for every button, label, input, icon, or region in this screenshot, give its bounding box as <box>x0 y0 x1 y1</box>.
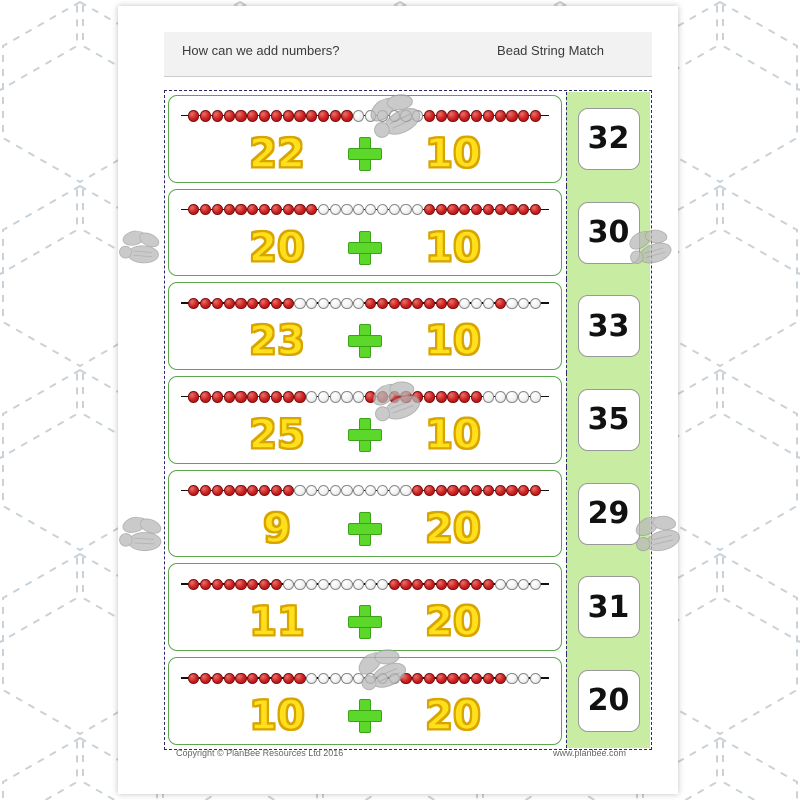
bead-white <box>459 298 470 309</box>
bead-white <box>330 673 341 684</box>
bead-string <box>181 389 549 405</box>
bead-red <box>259 579 270 590</box>
bee-left-upper-icon <box>115 228 169 276</box>
bead-red <box>259 298 270 309</box>
bead-red <box>377 298 388 309</box>
bead-white <box>306 579 317 590</box>
bead-white <box>330 298 341 309</box>
addend-right: 20 <box>425 599 481 646</box>
bead-red <box>330 110 341 121</box>
bead-white <box>341 579 352 590</box>
plus-icon <box>348 605 382 639</box>
plus-icon <box>348 324 382 358</box>
bead-string <box>181 576 549 592</box>
bead-white <box>330 485 341 496</box>
bead-red <box>471 673 482 684</box>
answer-column <box>566 560 650 654</box>
bead-red <box>200 298 211 309</box>
bead-white <box>318 391 329 402</box>
bead-red <box>235 485 246 496</box>
bead-red <box>224 110 235 121</box>
bead-white <box>341 673 352 684</box>
bead-red <box>412 298 423 309</box>
match-row <box>166 186 650 280</box>
bead-white <box>377 579 388 590</box>
answer-card[interactable]: 20 <box>578 670 640 732</box>
bead-white <box>294 485 305 496</box>
bead-red <box>224 485 235 496</box>
bead-red <box>247 110 258 121</box>
header-title: Bead String Match <box>497 43 604 58</box>
bead-red <box>212 673 223 684</box>
bead-white <box>353 110 364 121</box>
bead-red <box>224 204 235 215</box>
answer-card[interactable]: 29 <box>578 483 640 545</box>
bead-group <box>188 485 541 496</box>
bead-red <box>271 673 282 684</box>
bead-red <box>447 485 458 496</box>
answer-column <box>566 279 650 373</box>
bead-red <box>235 579 246 590</box>
bead-red <box>200 204 211 215</box>
bead-red <box>271 391 282 402</box>
bead-red <box>212 391 223 402</box>
bead-red <box>483 673 494 684</box>
bead-red <box>212 579 223 590</box>
bead-red <box>283 673 294 684</box>
equation <box>169 407 561 463</box>
bead-white <box>318 298 329 309</box>
bead-white <box>330 391 341 402</box>
bead-group <box>188 579 541 590</box>
equation <box>169 313 561 369</box>
bead-red <box>247 579 258 590</box>
bead-red <box>400 579 411 590</box>
bead-red <box>506 485 517 496</box>
bead-red <box>400 298 411 309</box>
bead-red <box>224 673 235 684</box>
bead-red <box>471 391 482 402</box>
bead-string <box>181 295 549 311</box>
bead-red <box>506 110 517 121</box>
addend-right: 10 <box>425 131 481 177</box>
bead-red <box>212 485 223 496</box>
bead-red <box>459 391 470 402</box>
bead-white <box>341 485 352 496</box>
bead-red <box>412 485 423 496</box>
answer-column <box>566 92 650 186</box>
bead-group <box>188 298 541 309</box>
bead-white <box>294 298 305 309</box>
bead-red <box>259 204 270 215</box>
bead-red <box>495 298 506 309</box>
bead-red <box>224 298 235 309</box>
page-header <box>164 32 652 77</box>
bead-white <box>389 204 400 215</box>
bead-red <box>471 204 482 215</box>
bead-white <box>530 391 541 402</box>
bead-white <box>353 204 364 215</box>
addend-left: 23 <box>249 318 305 365</box>
bead-white <box>330 204 341 215</box>
bead-white <box>506 579 517 590</box>
bead-red <box>271 485 282 496</box>
bead-red <box>495 110 506 121</box>
bead-red <box>235 673 246 684</box>
bead-red <box>271 579 282 590</box>
bead-red <box>424 204 435 215</box>
bead-red <box>235 298 246 309</box>
sum-card[interactable] <box>168 563 562 651</box>
bead-red <box>294 204 305 215</box>
bead-red <box>471 110 482 121</box>
bead-white <box>353 579 364 590</box>
bead-red <box>188 579 199 590</box>
bead-red <box>271 298 282 309</box>
bead-white <box>377 204 388 215</box>
addend-right: 10 <box>425 224 481 271</box>
bead-red <box>294 110 305 121</box>
bead-white <box>530 673 541 684</box>
bead-red <box>459 204 470 215</box>
bead-red <box>447 391 458 402</box>
bead-white <box>341 298 352 309</box>
bead-red <box>247 485 258 496</box>
addend-left: 11 <box>249 599 305 646</box>
bead-red <box>447 204 458 215</box>
bead-red <box>436 579 447 590</box>
bead-white <box>506 673 517 684</box>
bead-red <box>506 204 517 215</box>
equation <box>169 220 561 276</box>
equation <box>169 594 561 650</box>
bead-white <box>518 298 529 309</box>
bead-white <box>365 204 376 215</box>
bead-red <box>247 673 258 684</box>
bead-red <box>530 110 541 121</box>
bead-string <box>181 483 549 499</box>
bead-red <box>436 298 447 309</box>
bead-red <box>224 391 235 402</box>
bead-white <box>341 204 352 215</box>
bead-red <box>436 204 447 215</box>
bead-red <box>483 579 494 590</box>
bead-red <box>235 204 246 215</box>
bead-red <box>235 391 246 402</box>
bead-red <box>365 298 376 309</box>
addend-right: 20 <box>425 693 481 740</box>
footer-copyright: Copyright © PlanBee Resources Ltd 2016 <box>176 748 344 758</box>
bead-red <box>235 110 246 121</box>
bead-white <box>294 579 305 590</box>
bead-white <box>483 298 494 309</box>
bead-red <box>471 485 482 496</box>
bead-red <box>424 298 435 309</box>
answer-column <box>566 654 650 748</box>
answer-card[interactable]: 33 <box>578 295 640 357</box>
bead-white <box>330 579 341 590</box>
bead-red <box>483 204 494 215</box>
bead-white <box>318 485 329 496</box>
bead-red <box>306 204 317 215</box>
bead-white <box>318 673 329 684</box>
bead-red <box>436 673 447 684</box>
bead-white <box>506 298 517 309</box>
bead-red <box>200 391 211 402</box>
bead-red <box>306 110 317 121</box>
bead-white <box>318 579 329 590</box>
bead-red <box>200 485 211 496</box>
addend-right: 10 <box>425 318 481 365</box>
bead-red <box>412 579 423 590</box>
sum-card[interactable] <box>168 470 562 558</box>
bead-red <box>283 204 294 215</box>
bead-white <box>530 579 541 590</box>
bead-red <box>518 485 529 496</box>
bead-white <box>495 579 506 590</box>
bead-red <box>247 204 258 215</box>
bead-red <box>283 298 294 309</box>
plus-icon <box>348 512 382 546</box>
header-question: How can we add numbers? <box>182 43 340 58</box>
bead-white <box>353 298 364 309</box>
bead-red <box>294 391 305 402</box>
addend-right: 10 <box>425 412 481 459</box>
bead-red <box>188 485 199 496</box>
bead-white <box>400 204 411 215</box>
equation <box>169 126 561 182</box>
bead-red <box>424 579 435 590</box>
sum-card[interactable] <box>168 282 562 370</box>
bee-right-lower-icon <box>631 513 690 565</box>
bead-red <box>447 579 458 590</box>
bead-red <box>424 485 435 496</box>
bead-red <box>483 485 494 496</box>
bead-white <box>353 485 364 496</box>
match-row <box>166 467 650 561</box>
bead-red <box>200 673 211 684</box>
bead-red <box>471 579 482 590</box>
bead-white <box>353 391 364 402</box>
bead-white <box>306 673 317 684</box>
bead-red <box>200 579 211 590</box>
bead-red <box>530 485 541 496</box>
bead-white <box>318 204 329 215</box>
bead-red <box>436 391 447 402</box>
plus-icon <box>348 231 382 265</box>
bead-red <box>188 298 199 309</box>
sum-card[interactable] <box>168 189 562 277</box>
bead-white <box>506 391 517 402</box>
bead-white <box>365 485 376 496</box>
bead-string <box>181 202 549 218</box>
bead-red <box>341 110 352 121</box>
bead-red <box>424 673 435 684</box>
addend-left: 20 <box>249 224 305 271</box>
bead-red <box>495 485 506 496</box>
bead-red <box>283 391 294 402</box>
bead-white <box>518 391 529 402</box>
addend-left: 25 <box>249 412 305 459</box>
bead-white <box>306 298 317 309</box>
bead-red <box>212 298 223 309</box>
bead-red <box>224 579 235 590</box>
answer-card[interactable]: 35 <box>578 389 640 451</box>
bead-red <box>259 485 270 496</box>
bead-red <box>247 298 258 309</box>
bead-white <box>377 485 388 496</box>
bee-left-lower-icon <box>115 515 171 564</box>
bead-red <box>188 204 199 215</box>
bead-red <box>271 110 282 121</box>
bead-group <box>188 391 541 402</box>
bead-white <box>365 579 376 590</box>
bead-white <box>412 204 423 215</box>
bead-red <box>294 673 305 684</box>
bead-red <box>188 110 199 121</box>
bead-red <box>212 110 223 121</box>
addend-right: 20 <box>425 505 481 552</box>
bead-red <box>436 485 447 496</box>
footer-website: www.planbee.com <box>552 748 626 758</box>
bead-white <box>471 298 482 309</box>
bead-red <box>459 485 470 496</box>
bead-red <box>483 110 494 121</box>
bead-red <box>518 110 529 121</box>
bead-red <box>447 673 458 684</box>
bead-red <box>200 110 211 121</box>
bead-red <box>271 204 282 215</box>
sum-card[interactable] <box>168 376 562 464</box>
bead-red <box>518 204 529 215</box>
addend-left: 10 <box>249 693 305 740</box>
bee-right-upper-icon <box>625 226 682 277</box>
bead-red <box>436 110 447 121</box>
bead-white <box>306 391 317 402</box>
answer-card[interactable]: 31 <box>578 576 640 638</box>
addend-left: 9 <box>263 505 291 552</box>
bead-red <box>495 204 506 215</box>
bead-white <box>518 673 529 684</box>
bead-red <box>459 110 470 121</box>
bead-red <box>247 391 258 402</box>
bead-white <box>495 391 506 402</box>
bead-red <box>530 204 541 215</box>
answer-card[interactable]: 30 <box>578 202 640 264</box>
bead-white <box>530 298 541 309</box>
bead-white <box>400 485 411 496</box>
bead-red <box>188 391 199 402</box>
bead-red <box>283 110 294 121</box>
bead-white <box>341 391 352 402</box>
bead-red <box>459 673 470 684</box>
equation <box>169 501 561 557</box>
bead-red <box>259 673 270 684</box>
bead-white <box>389 485 400 496</box>
bead-white <box>518 579 529 590</box>
plus-icon <box>348 699 382 733</box>
bead-red <box>495 673 506 684</box>
bead-red <box>447 110 458 121</box>
bead-white <box>283 579 294 590</box>
bead-red <box>188 673 199 684</box>
bead-red <box>318 110 329 121</box>
bead-red <box>389 298 400 309</box>
bead-white <box>483 391 494 402</box>
addend-left: 22 <box>249 131 305 177</box>
bead-group <box>188 204 541 215</box>
bead-white <box>306 485 317 496</box>
bead-red <box>259 110 270 121</box>
bead-red <box>212 204 223 215</box>
match-row <box>166 279 650 373</box>
bead-red <box>389 579 400 590</box>
match-row <box>166 560 650 654</box>
bead-red <box>459 579 470 590</box>
answer-card[interactable]: 32 <box>578 108 640 170</box>
bead-red <box>447 298 458 309</box>
bead-red <box>259 391 270 402</box>
bead-red <box>283 485 294 496</box>
answer-column <box>566 373 650 467</box>
